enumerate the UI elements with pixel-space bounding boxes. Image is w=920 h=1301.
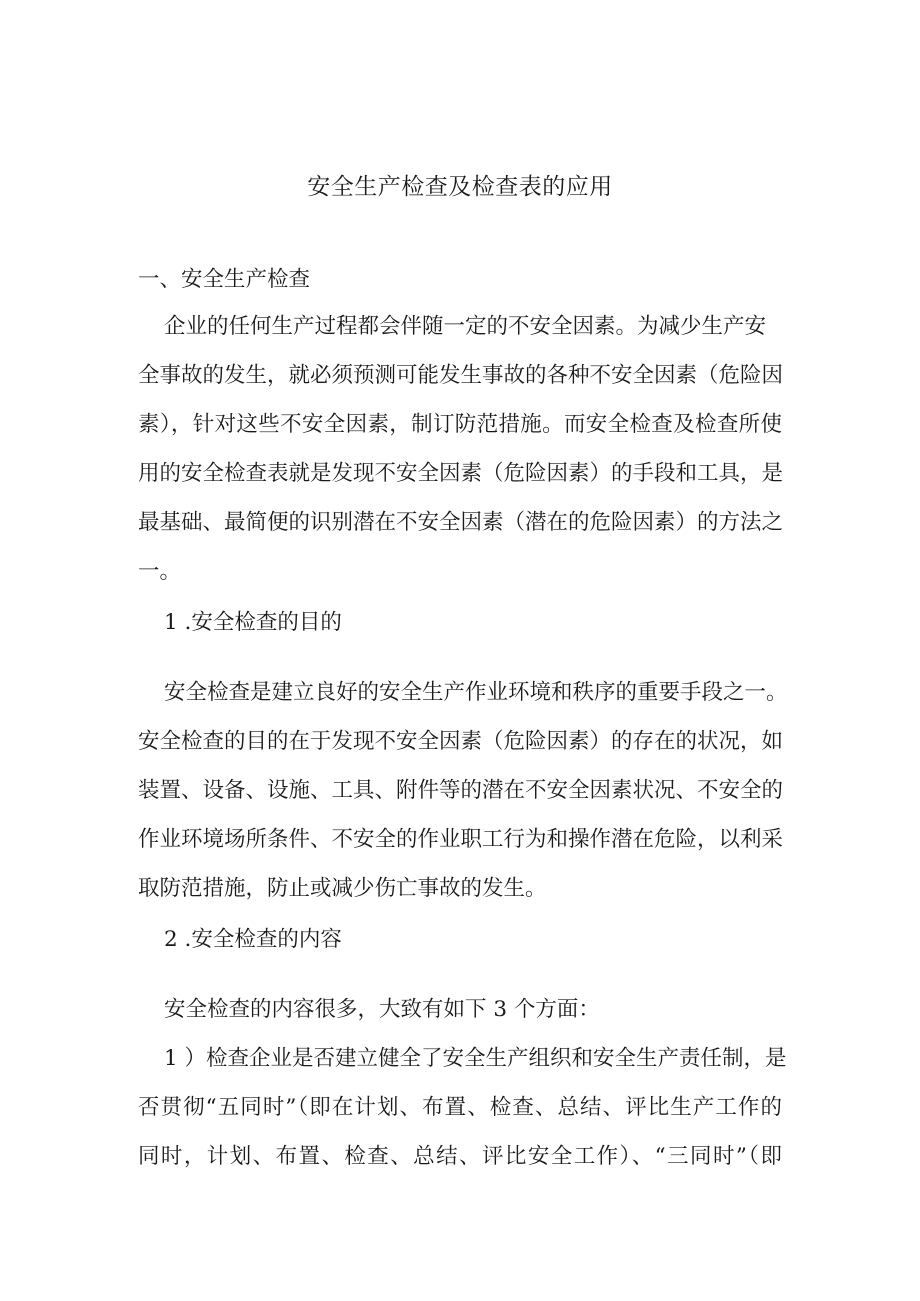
- paragraph-line: 用的安全检查表就是发现不安全因素（危险因素）的手段和工具，是: [138, 461, 784, 486]
- paragraph-line: 安全检查的目的在于发现不安全因素（危险因素）的存在的状况，如: [138, 729, 784, 754]
- subsection-heading: 1 .安全检查的目的: [164, 610, 342, 635]
- subsection-heading: 2 .安全检查的内容: [164, 927, 342, 952]
- paragraph-line: 一。: [138, 559, 182, 584]
- paragraph-line: 否贯彻“五同时”（即在计划、布置、检查、总结、评比生产工作的: [138, 1095, 782, 1120]
- paragraph-line: 安全检查的内容很多，大致有如下 3 个方面：: [164, 997, 600, 1022]
- paragraph-line: 取防范措施，防止或减少伤亡事故的发生。: [138, 876, 547, 901]
- paragraph-line: 企业的任何生产过程都会伴随一定的不安全因素。为减少生产安: [164, 314, 767, 339]
- paragraph-line: 作业环境场所条件、不安全的作业职工行为和操作潜在危险，以利采: [138, 827, 784, 852]
- paragraph-line: 素），针对这些不安全因素，制订防范措施。而安全检查及检查所使: [138, 412, 782, 437]
- paragraph-line: 同时，计划、布置、检查、总结、评比安全工作）、“三同时”（即: [138, 1144, 782, 1169]
- paragraph-line: 最基础、最简便的识别潜在不安全因素（潜在的危险因素）的方法之: [138, 510, 784, 535]
- section-heading: 一、安全生产检查: [138, 267, 311, 292]
- paragraph-line: 安全检查是建立良好的安全生产作业环境和秩序的重要手段之一。: [164, 680, 788, 705]
- list-item-line: 1 ）检查企业是否建立健全了安全生产组织和安全生产责任制，是: [164, 1046, 787, 1071]
- paragraph-line: 装置、设备、设施、工具、附件等的潜在不安全因素状况、不安全的: [138, 778, 784, 803]
- paragraph-line: 全事故的发生，就必须预测可能发生事故的各种不安全因素（危险因: [138, 363, 784, 388]
- document-title: 安全生产检查及检查表的应用: [307, 174, 613, 200]
